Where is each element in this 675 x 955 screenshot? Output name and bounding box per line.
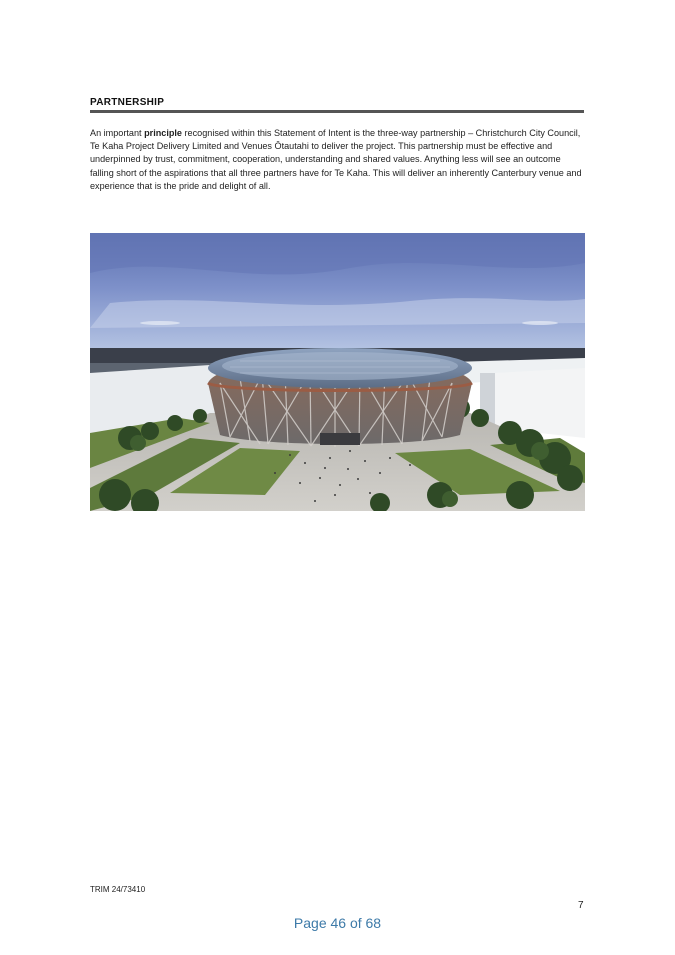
body-paragraph [90, 127, 586, 193]
stadium-render-image [90, 233, 585, 511]
body-emphasis: principle [144, 128, 182, 138]
body-intro: An important [90, 128, 145, 138]
page-counter: Page 46 of 68 [293, 915, 382, 931]
section-heading: PARTNERSHIP [90, 97, 165, 108]
heading-rule [90, 110, 584, 113]
page-number: 7 [578, 900, 584, 911]
body-rest: recognised within this Statement of Intent is the three-way partnership – Christchurch City Council, Te Kaha Project Delivery Limited and Venues Ōtautahi to deliver the project. This partnership must be effective and underpinned by trust, commitment, cooperation, understanding and shared values. Anything less will see an outcome falling short of the aspirations that all three partners have for Te Kaha. This will deliver an inherently Canterbury venue and experience that is the pride and delight of all. [90, 128, 582, 191]
trim-reference: TRIM 24/73410 [90, 885, 146, 894]
